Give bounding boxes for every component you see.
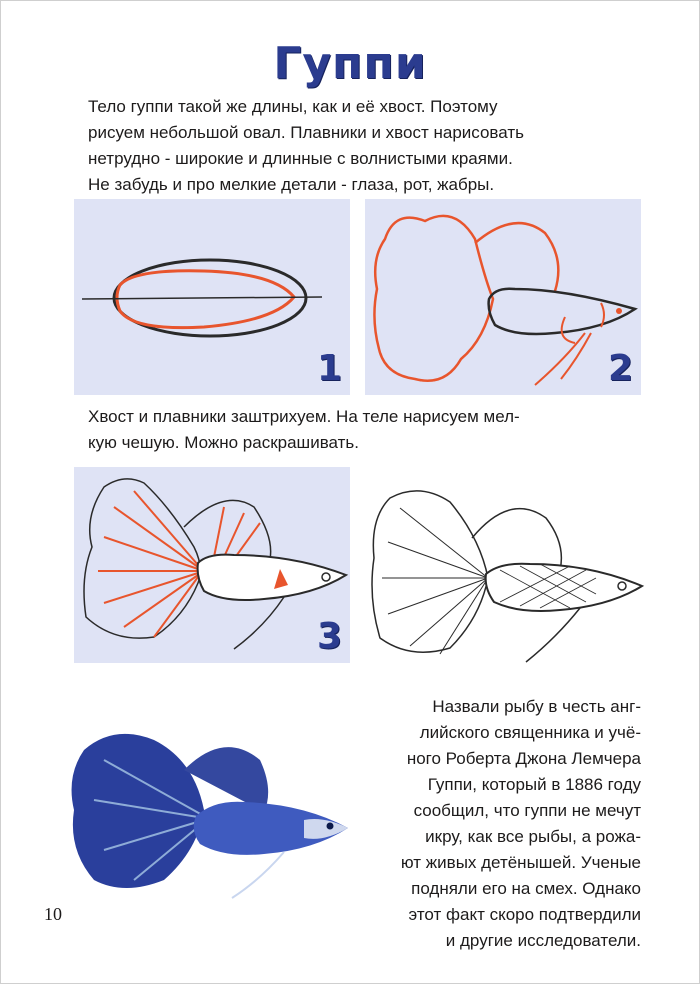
- text-line: рисуем небольшой овал. Плавники и хвост нарисовать: [88, 123, 524, 142]
- guppy-painting: [64, 720, 354, 900]
- shaded-sketch: [74, 467, 350, 663]
- text-line: Тело гуппи такой же длины, как и её хвост. Поэтому: [88, 97, 498, 116]
- text-line: икру, как все рыбы, а рожа-: [425, 827, 641, 846]
- text-line: и другие исследователи.: [445, 931, 641, 950]
- text-line: этот факт скоро подтвердили: [408, 905, 641, 924]
- final-line-drawing: [360, 478, 650, 668]
- text-line: Хвост и плавники заштрихуем. На теле нарисуем мел-: [88, 407, 520, 426]
- outline-sketch: [365, 199, 641, 395]
- history-paragraph: [353, 694, 641, 954]
- step-number-2: 2: [607, 348, 633, 389]
- text-line: ют живых детёнышей. Ученые: [400, 853, 641, 872]
- step-4-illustration: [360, 478, 650, 668]
- text-line: Назвали рыбу в честь анг-: [432, 697, 641, 716]
- text-line: лийского священника и учё-: [419, 723, 641, 742]
- step-number-3: 3: [316, 616, 342, 657]
- text-line: нетрудно - широкие и длинные с волнистыми краями.: [88, 149, 513, 168]
- text-line: кую чешую. Можно раскрашивать.: [88, 433, 359, 452]
- guppy-color-illustration: [64, 720, 354, 900]
- step-number-1: 1: [316, 348, 342, 389]
- shading-paragraph: [88, 404, 614, 456]
- page-number: 10: [44, 904, 62, 924]
- page-title: Гуппи: [273, 38, 427, 89]
- intro-paragraph: [88, 94, 614, 198]
- text-line: сообщил, что гуппи не мечут: [413, 801, 641, 820]
- text-line: подняли его на смех. Однако: [411, 879, 641, 898]
- step-2-illustration: [365, 199, 641, 395]
- text-line: Гуппи, который в 1886 году: [427, 775, 641, 794]
- oval-sketch: [74, 199, 350, 395]
- step-3-illustration: [74, 467, 350, 663]
- step-1-illustration: [74, 199, 350, 395]
- text-line: ного Роберта Джона Лемчера: [406, 749, 641, 768]
- text-line: Не забудь и про мелкие детали - глаза, рот, жабры.: [88, 175, 495, 194]
